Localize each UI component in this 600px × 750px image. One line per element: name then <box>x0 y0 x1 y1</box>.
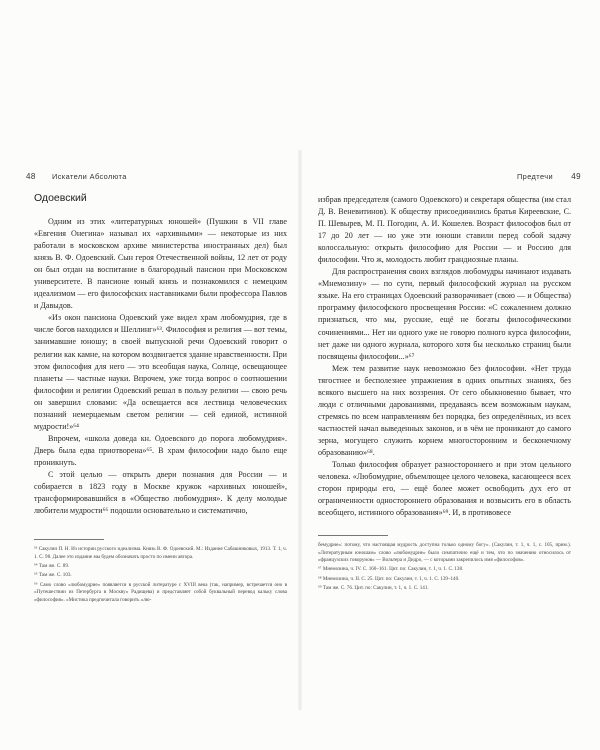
right-footnotes <box>318 535 571 592</box>
footnote: бемудрие»: потому, что настоящая мудрость доступна только одному богу». (Сакулин, т. 1, ч. 1, с. 105, прим.). «Литературным юношам» слово «любомудрие» было симпатично ещё и тем, что по значению относилось от «французских говорунов» — Вольтера и Дидро, — с которыми закрепилось имя «философов». <box>318 542 571 564</box>
right-page <box>318 172 581 595</box>
left-running-head <box>26 172 287 186</box>
footnote: ⁶³ Сакулин П. Н. Из истории русского идеализма. Князь В. Ф. Одоевский. М.: Издание Сабашниковых, 1913. Т. 1, ч. 1. С. 98. Далее это издание мы будем обозначать просто по имени автора. <box>34 546 287 560</box>
paragraph: Впрочем, «школа доведа кн. Одоевского до порога любомудрия». Дверь была едва приотворена»⁶⁵. В храм философии надо было еще проникнуть. <box>34 433 287 467</box>
footnote: ⁶⁷ Мнемозина, ч. IV. С. 160–161. Цит. по: Сакулин, т. 1, ч. 1. С. 138. <box>318 566 464 573</box>
running-head-title-right: Предтечи <box>516 172 553 181</box>
chapter-title: Одоевский <box>34 192 87 204</box>
footnote-rule <box>34 539 104 540</box>
paragraph: Меж тем развитие наук невозможно без философии. «Нет труда тягостнее и бесполезнее упражнения в одних опытных знаниях, без всякого высшего на них воззрения. От сего обыкновенно бывает, что люди с отличными дарованиями, предаваясь всем возможным наукам, стремясь по всем направлениям без порядка, без определённых, из всех частностей начал выведенных законов, и в чём не проникают до самого зерна, могущего служить корнем многосторонним и бесконечному образованию»⁶⁸. <box>318 363 571 457</box>
paragraph: С этой целью — открыть двери познания для России — и собирается в 1823 году в Москве кружок «архивных юношей», трансформировавшийся в «Общество любомудрия». К делу молодые любители мудрости⁶⁶ подошли основательно и систематично, <box>34 469 287 516</box>
left-body-text <box>34 216 287 517</box>
paragraph: «Из окон пансиона Одоевский уже видел храм любомудрия, где в числе богов находился и Шеллинг»⁶³. Философия и религия — вот темы, занимавшие юношу; в своей выпускной речи Одоевский говорит о религии как камне, на котором воздвигается здание нравственности. При этом философия для него — это всеобщая наука, Солнце, освещающее планеты — частные науки. Впрочем, уже тогда вопрос о соотношении философии и религии Одоевский решал в пользу религии — свою речь он завершил словами: «Да освещается вся лествица человеческих познаний немерцаемым светом религии — сей единой, истинной мудрости!»⁶⁴ <box>34 313 287 431</box>
running-head-title-left: Искатели Абсолюта <box>52 172 127 181</box>
paragraph: Только философия образует разностороннего и при этом цельного человека. «Любомудрие, объемлющее целого человека, касающееся всех сторон природы его, — ещё более может освободить дух его от ограниченности одностороннего образования и возвысить его в область всеобщего, истинного образования»⁶⁹. И, в противовесе <box>318 460 571 518</box>
left-page <box>26 172 287 606</box>
book-gutter <box>298 150 302 710</box>
page-number-right: 49 <box>571 172 581 181</box>
footnote: ⁶⁵ Там же. С. 103. <box>34 572 72 579</box>
page-number-left: 48 <box>26 172 36 181</box>
right-body-text <box>318 194 571 519</box>
paragraph: Для распространения своих взглядов любомудры начинают издавать «Мнемозину» — по сути, первый философский журнал на русском языке. На его страницах Одоевский разворачивает (свою — и Общества) программу философского просвещения России: «С сожалением должно признаться, что мы, русские, ещё не богаты философическими сочинениями... Нет ни одного уже не говорю полного курса философии, нет даже ни одного журнала, которого хотя бы несколько страниц были посвящены философии...»⁶⁷ <box>318 267 571 361</box>
footnote: ⁶⁶ Само слово «любомудрие» появляется в русской литературе с XVIII века (так, например, встречается оно в «Путешествии из Петербурга в Москву» Радищева) и представляет собой буквальный перевод кальку слова «философия». «Мистика предпочитала говорить «лю- <box>34 581 287 603</box>
footnote: ⁶⁸ Мнемозина, ч. II. С. 25. Цит. по: Сакулин, т. 1, ч. 1. С. 139–140. <box>318 575 460 582</box>
footnote-rule <box>318 535 388 536</box>
left-footnotes <box>34 539 287 604</box>
footnote: ⁶⁹ Там же. С. 76. Цит. по: Сакулин, т. 1, ч. 1. С. 141. <box>318 585 429 592</box>
footnote: ⁶⁴ Там же. С. 89. <box>34 562 70 569</box>
paragraph: Одним из этих «литературных юношей» (Пушкин в VII главе «Евгения Онегина» называл их «архивными» — некоторые из них работали в московском архиве министерства иностранных дел) был князь В. Ф. Одоевский. Сын героя Отечественной войны, 12 лет от роду он был отдан на воспитание в благородный пансион при Московском университете. В пансионе юный князь и познакомился с немецким идеализмом — его философских наставниками были профессора Павлов и Давыдов. <box>34 217 287 311</box>
right-running-head <box>318 172 581 186</box>
paragraph: избрав председателя (самого Одоевского) и секретаря общества (им стал Д. В. Веневитинов). К обществу присоединились братья Киреевские, С. П. Шевырев, М. П. Погодин, А. И. Кошелев. Возраст философов был от 17 до 20 лет — но уже эти юноши ставили перед собой задачу колоссальную: открыть философию для России — и Россию для философии. Что ж, молодость любит грандиозные планы. <box>318 195 571 265</box>
